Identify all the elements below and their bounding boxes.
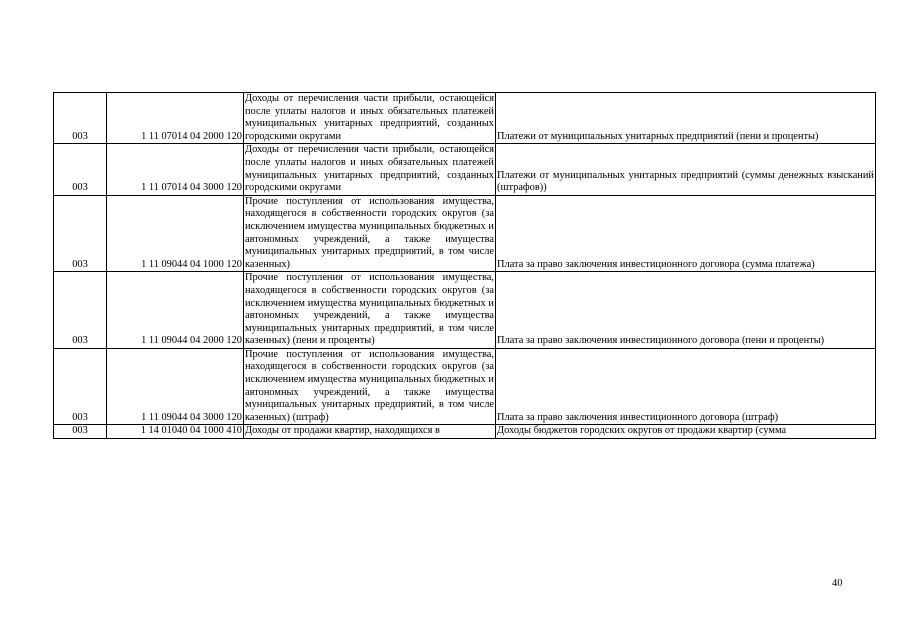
revenue-name-cell: Прочие поступления от использования имущества, находящегося в собственности городских округов (за исключением имущества муниципальных бюджетных и автономных учреждений, а также имущества муниципальных унитарных предприятий, в том числе казенных) bbox=[244, 195, 496, 272]
page-number: 40 bbox=[832, 578, 843, 589]
revenue-name-cell: Прочие поступления от использования имущества, находящегося в собственности городских округов (за исключением имущества муниципальных бюджетных и автономных учреждений, а также имущества муниципальных унитарных предприятий, в том числе казенных) (пени и проценты) bbox=[244, 272, 496, 349]
revenue-code-cell: 1 11 07014 04 3000 120 bbox=[107, 144, 244, 195]
table-row bbox=[54, 272, 876, 349]
admin-code-cell: 003 bbox=[54, 348, 107, 425]
table-row bbox=[54, 144, 876, 195]
admin-code-cell: 003 bbox=[54, 425, 107, 439]
revenue-code-cell: 1 11 09044 04 2000 120 bbox=[107, 272, 244, 349]
admin-code-cell: 003 bbox=[54, 93, 107, 144]
revenue-name-cell: Прочие поступления от использования имущества, находящегося в собственности городских округов (за исключением имущества муниципальных бюджетных и автономных учреждений, а также имущества муниципальных унитарных предприятий, в том числе казенных) (штраф) bbox=[244, 348, 496, 425]
revenue-description-cell: Плата за право заключения инвестиционного договора (пени и проценты) bbox=[496, 272, 876, 349]
revenue-name-cell: Доходы от перечисления части прибыли, остающейся после уплаты налогов и иных обязательных платежей муниципальных унитарных предприятий, созданных городскими округами bbox=[244, 93, 496, 144]
revenue-description-cell: Доходы бюджетов городских округов от продажи квартир (сумма bbox=[496, 425, 876, 439]
admin-code-cell: 003 bbox=[54, 195, 107, 272]
revenue-description-cell: Платежи от муниципальных унитарных предприятий (суммы денежных взысканий (штрафов)) bbox=[496, 144, 876, 195]
revenue-description-cell: Плата за право заключения инвестиционного договора (сумма платежа) bbox=[496, 195, 876, 272]
revenue-description-cell: Плата за право заключения инвестиционного договора (штраф) bbox=[496, 348, 876, 425]
revenue-code-cell: 1 11 09044 04 1000 120 bbox=[107, 195, 244, 272]
budget-revenue-table bbox=[53, 92, 876, 439]
table-row bbox=[54, 93, 876, 144]
table-row bbox=[54, 348, 876, 425]
revenue-code-cell: 1 11 07014 04 2000 120 bbox=[107, 93, 244, 144]
admin-code-cell: 003 bbox=[54, 272, 107, 349]
table-row bbox=[54, 195, 876, 272]
revenue-description-cell: Платежи от муниципальных унитарных предприятий (пени и проценты) bbox=[496, 93, 876, 144]
revenue-name-cell: Доходы от перечисления части прибыли, остающейся после уплаты налогов и иных обязательных платежей муниципальных унитарных предприятий, созданных городскими округами bbox=[244, 144, 496, 195]
revenue-code-cell: 1 14 01040 04 1000 410 bbox=[107, 425, 244, 439]
revenue-code-cell: 1 11 09044 04 3000 120 bbox=[107, 348, 244, 425]
revenue-name-cell: Доходы от продажи квартир, находящихся в bbox=[244, 425, 496, 439]
table-row bbox=[54, 425, 876, 439]
admin-code-cell: 003 bbox=[54, 144, 107, 195]
